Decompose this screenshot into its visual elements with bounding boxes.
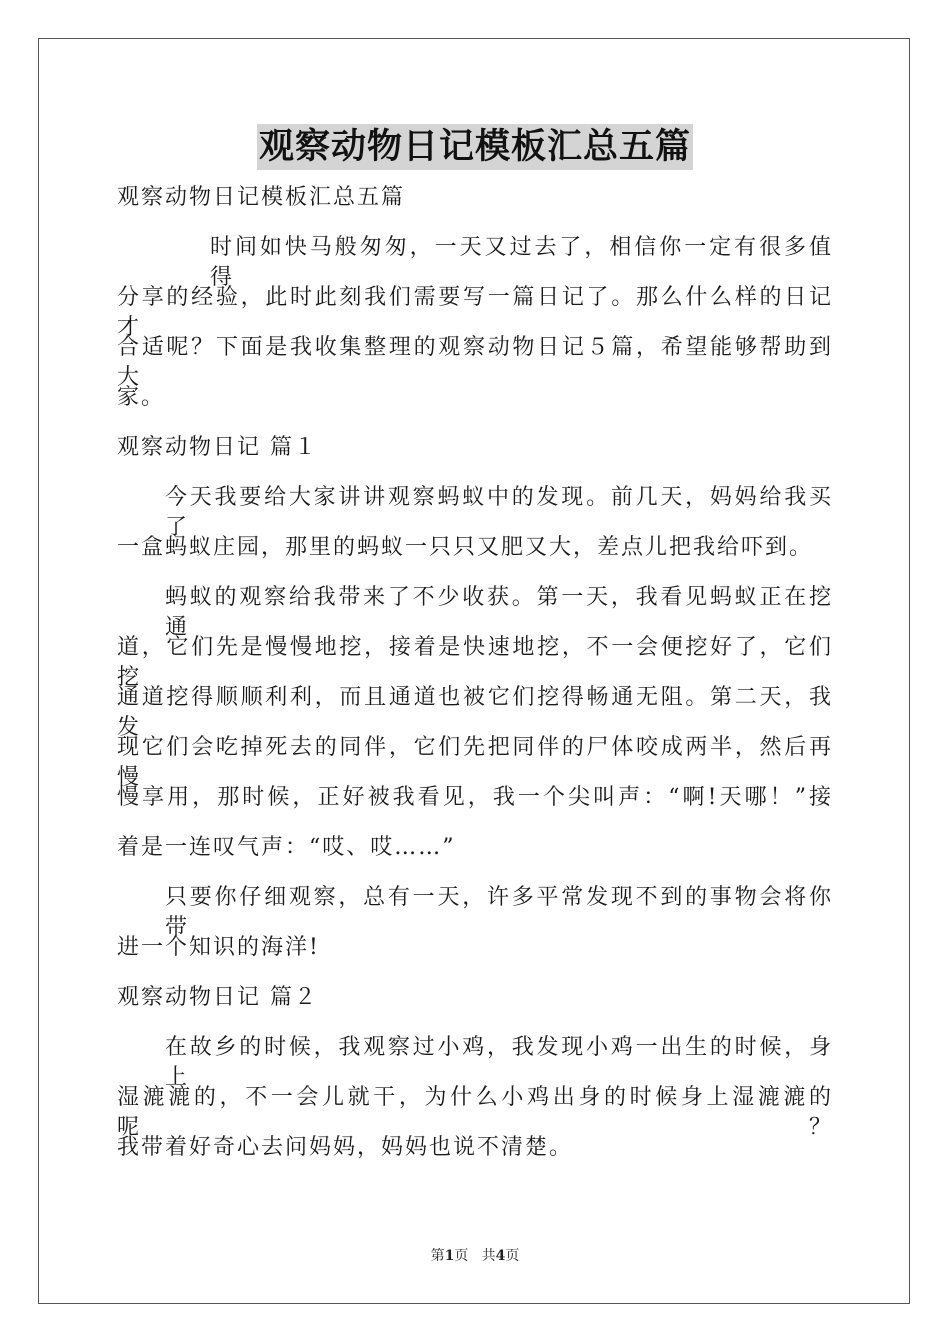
total-suffix: 页 xyxy=(505,1248,520,1264)
section-heading: 观察动物日记 篇２ xyxy=(117,985,318,1010)
document-subtitle: 观察动物日记模板汇总五篇 xyxy=(117,185,406,210)
paragraph-line: 道，它们先是慢慢地挖，接着是快速地挖，不一会便挖好了，它们挖 xyxy=(117,635,833,690)
paragraph-line: 一盒蚂蚁庄园，那里的蚂蚁一只只又肥又大，差点儿把我给吓到。 xyxy=(117,535,814,560)
paragraph-line: 我带着好奇心去问妈妈，妈妈也说不清楚。 xyxy=(117,1135,574,1160)
document-title: 观察动物日记模板汇总五篇 xyxy=(257,124,693,170)
paragraph-line: 蚂蚁的观察给我带来了不少收获。第一天，我看见蚂蚁正在挖通 xyxy=(165,585,833,640)
total-prefix: 共 xyxy=(481,1248,496,1264)
page-prefix: 第 xyxy=(430,1248,445,1264)
page-suffix: 页 xyxy=(454,1248,469,1264)
paragraph-line: 湿漉漉的，不一会儿就干，为什么小鸡出身的时候身上湿漉漉的呢？ xyxy=(117,1085,833,1140)
paragraph-line: 家。 xyxy=(117,385,166,410)
paragraph-line: 着是一连叹气声：“哎、哎……” xyxy=(117,835,456,860)
paragraph-line: 合适呢？下面是我收集整理的观察动物日记５篇，希望能够帮助到大 xyxy=(117,335,833,390)
total-pages: 4 xyxy=(495,1248,506,1264)
paragraph-line: 进一个知识的海洋! xyxy=(117,935,320,960)
paragraph-line: 分享的经验，此时此刻我们需要写一篇日记了。那么什么样的日记才 xyxy=(117,285,833,340)
paragraph-line: 在故乡的时候，我观察过小鸡，我发现小鸡一出生的时候，身上 xyxy=(165,1035,833,1090)
paragraph-line: 时间如快马般匆匆，一天又过去了，相信你一定有很多值得 xyxy=(210,235,833,290)
paragraph-line: 今天我要给大家讲讲观察蚂蚁中的发现。前几天，妈妈给我买了 xyxy=(165,485,833,540)
paragraph-line: 慢享用，那时候，正好被我看见，我一个尖叫声：“啊!天哪！”接 xyxy=(117,785,833,810)
paragraph-line: 现它们会吃掉死去的同伴，它们先把同伴的尸体咬成两半，然后再慢 xyxy=(117,735,833,790)
page-footer xyxy=(0,1245,950,1265)
paragraph-line: 通道挖得顺顺利利，而且通道也被它们挖得畅通无阻。第二天，我发 xyxy=(117,685,833,740)
title-block xyxy=(117,124,833,170)
section-heading: 观察动物日记 篇１ xyxy=(117,435,318,460)
paragraph-line: 只要你仔细观察，总有一天，许多平常发现不到的事物会将你带 xyxy=(165,885,833,940)
page-number: 1 xyxy=(444,1248,455,1264)
